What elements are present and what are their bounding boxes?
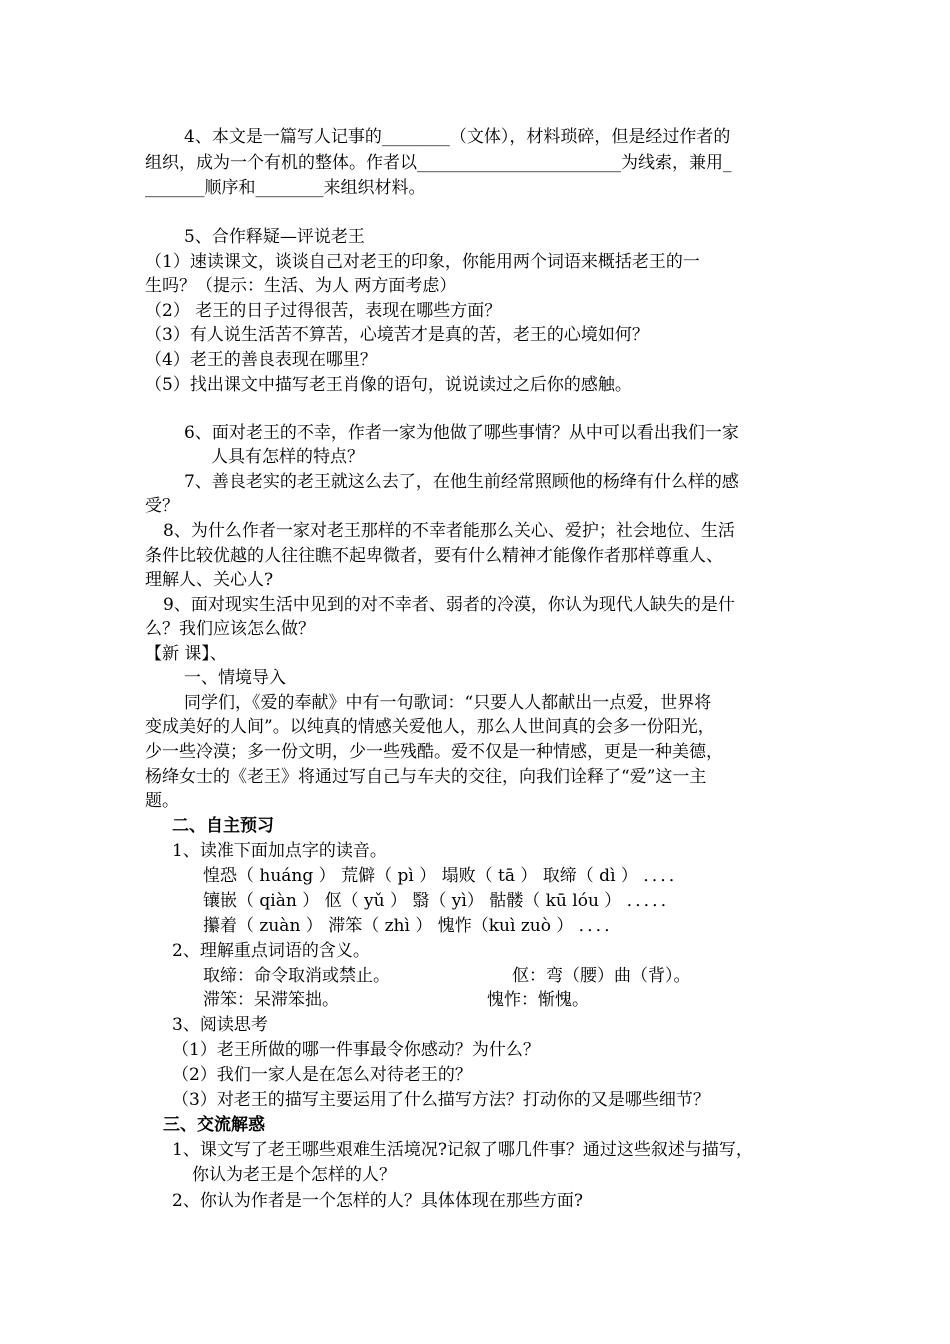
q6-line2: 人具有怎样的特点？ bbox=[211, 447, 364, 467]
q8-line3: 理解人、关心人? bbox=[145, 570, 274, 590]
q6-line1: 6、面对老王的不幸，作者一家为他做了哪些事情？从中可以看出我们一家 bbox=[184, 423, 739, 443]
think-question2: （2）我们一家人是在怎么对待老王的？ bbox=[172, 1065, 472, 1085]
q7-line2: 受？ bbox=[145, 496, 179, 516]
intro-paragraph-line2: 变成美好的人间”。以纯真的情感关爱他人，那么人世间真的会多一份阳光， bbox=[145, 717, 715, 737]
think-question1: （1）老王所做的哪一件事最令你感动？为什么？ bbox=[172, 1040, 540, 1060]
exchange-q1-line1: 1、课文写了老王哪些艰难生活境况?记叙了哪几件事？通过这些叙述与描写， bbox=[172, 1140, 753, 1160]
preview-s3-title: 3、阅读思考 bbox=[172, 1015, 268, 1035]
definition-yu: 伛：弯（腰）曲（背）。 bbox=[512, 966, 691, 986]
think-question3: （3）对老王的描写主要运用了什么描写方法？打动你的又是哪些细节？ bbox=[172, 1090, 710, 1110]
q8-line2: 条件比较优越的人往往瞧不起卑微者，要有什么精神才能像作者那样尊重人、 bbox=[145, 546, 723, 566]
definition-zhiben: 滞笨：呆滞笨拙。 bbox=[203, 990, 339, 1010]
q5-item1-line2: 生吗？（提示：生活、为人 两方面考虑） bbox=[145, 276, 457, 296]
intro-paragraph-line1: 同学们，《爱的奉献》中有一句歌词：“只要人人都献出一点爱，世界将 bbox=[184, 693, 712, 713]
definition-quti: 取缔：命令取消或禁止。 bbox=[203, 966, 390, 986]
q5-item5: （5）找出课文中描写老王肖像的语句，说说读过之后你的感触。 bbox=[145, 375, 632, 395]
exchange-q1-line2: 你认为老王是个怎样的人？ bbox=[192, 1165, 396, 1185]
q5-item2: （2） 老王的日子过得很苦，表现在哪些方面？ bbox=[145, 301, 502, 321]
q7-line1: 7、善良老实的老王就这么去了，在他生前经常照顾他的杨绛有什么样的感 bbox=[184, 472, 739, 492]
new-lesson-label: 【新 课】、 bbox=[145, 644, 227, 664]
intro-title: 一、情境导入 bbox=[184, 668, 286, 688]
q4-line1: 4、本文是一篇写人记事的________（文体），材料琐碎，但是经过作者的 bbox=[184, 127, 731, 147]
q9-line2: 么？我们应该怎么做？ bbox=[145, 619, 315, 639]
q4-line2: 组织，成为一个有机的整体。作者以________________________为线索，兼用_ bbox=[145, 153, 732, 173]
intro-paragraph-line4: 杨绛女士的《老王》将通过写自己与车夫的交往，向我们诠释了“爱”这一主 bbox=[145, 767, 707, 787]
preview-title: 二、自主预习 bbox=[172, 816, 274, 836]
definition-kuizuo: 愧怍：惭愧。 bbox=[487, 990, 589, 1010]
exchange-title: 三、交流解惑 bbox=[163, 1115, 265, 1135]
q4-line3: _______顺序和________来组织材料。 bbox=[145, 178, 426, 198]
exchange-q2: 2、你认为作者是一个怎样的人？具体体现在那些方面? bbox=[172, 1191, 583, 1211]
intro-paragraph-line5: 题。 bbox=[145, 791, 179, 811]
pinyin-row3: 攥着（ zuàn ） 滞笨（ zhì ） 愧怍（kuì zuò ） ．．．． bbox=[203, 916, 622, 936]
q9-line1: 9、面对现实生活中见到的对不幸者、弱者的冷漠，你认为现代人缺失的是什 bbox=[163, 595, 735, 615]
pinyin-row2: 镶嵌（ qiàn ） 伛（ yǔ ） 翳（ yì） 骷髅（ kū lóu ） ．．．．． bbox=[203, 891, 678, 911]
q5-title: 5、合作释疑—评说老王 bbox=[184, 227, 365, 247]
q5-item1-line1: （1）速读课文，谈谈自己对老王的印象，你能用两个词语来概括老王的一 bbox=[145, 252, 700, 272]
intro-paragraph-line3: 少一些冷漠；多一份文明，少一些残酷。爱不仅是一种情感，更是一种美德， bbox=[145, 742, 723, 762]
pinyin-row1: 惶恐（ huáng ） 荒僻（ pì ） 塌败（ tā ） 取缔（ dì ） ．．．． bbox=[203, 866, 686, 886]
q8-line1: 8、为什么作者一家对老王那样的不幸者能那么关心、爱护；社会地位、生活 bbox=[163, 521, 735, 541]
preview-s1-title: 1、读准下面加点字的读音。 bbox=[172, 841, 387, 861]
q5-item4: （4）老王的善良表现在哪里？ bbox=[145, 350, 377, 370]
preview-s2-title: 2、理解重点词语的含义。 bbox=[172, 941, 370, 961]
q5-item3: （3）有人说生活苦不算苦，心境苦才是真的苦，老王的心境如何？ bbox=[145, 325, 649, 345]
